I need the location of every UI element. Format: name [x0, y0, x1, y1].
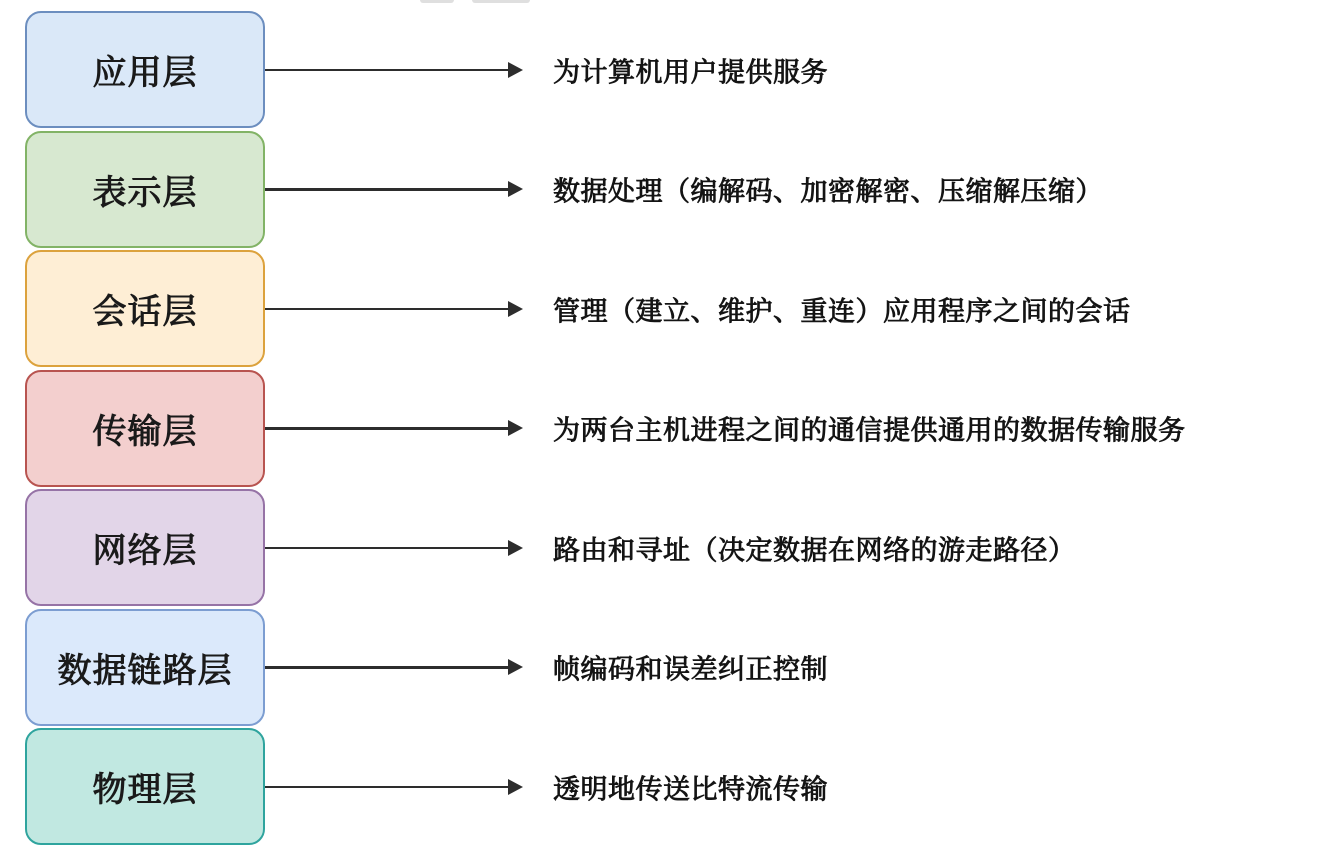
layer-row-physical [0, 727, 1338, 847]
layer-description: 帧编码和误差纠正控制 [553, 654, 828, 686]
arrow-connector [265, 62, 523, 78]
layer-label: 传输层 [92, 411, 198, 452]
arrow-head-icon [508, 181, 523, 197]
cropped-text-artifact [472, 0, 530, 3]
arrow-head-icon [508, 659, 523, 675]
layer-label: 表示层 [92, 172, 198, 213]
layer-description: 路由和寻址（决定数据在网络的游走路径） [553, 535, 1076, 567]
layer-row-application [0, 10, 1338, 130]
layer-box-network [25, 489, 265, 606]
arrow-line [265, 786, 509, 789]
layer-box-transport [25, 370, 265, 487]
arrow-connector [265, 420, 523, 436]
arrow-connector [265, 301, 523, 317]
layer-description: 透明地传送比特流传输 [553, 774, 828, 806]
layer-label: 网络层 [92, 531, 198, 571]
layer-label: 物理层 [92, 770, 198, 810]
layer-label: 数据链路层 [57, 650, 233, 691]
layer-box-presentation [25, 131, 265, 248]
arrow-line [265, 666, 509, 669]
arrow-connector [265, 181, 523, 197]
layer-description: 数据处理（编解码、加密解密、压缩解压缩） [553, 176, 1103, 208]
arrow-line [265, 69, 509, 72]
cropped-text-artifact [420, 0, 454, 3]
arrow-line [265, 308, 509, 311]
layer-row-network [0, 488, 1338, 608]
arrow-head-icon [508, 540, 523, 556]
arrow-line [265, 427, 509, 430]
layer-row-presentation [0, 130, 1338, 250]
arrow-connector [265, 540, 523, 556]
arrow-head-icon [508, 62, 523, 78]
arrow-line [265, 188, 509, 191]
layer-description: 管理（建立、维护、重连）应用程序之间的会话 [553, 296, 1131, 328]
layer-description: 为计算机用户提供服务 [553, 57, 828, 89]
layer-row-datalink [0, 608, 1338, 728]
layer-box-datalink [25, 609, 265, 726]
layer-row-transport [0, 369, 1338, 489]
layer-box-application [25, 11, 265, 128]
layer-rows [0, 10, 1338, 847]
layer-label: 会话层 [92, 292, 198, 332]
layer-box-physical [25, 728, 265, 845]
arrow-connector [265, 779, 523, 795]
arrow-head-icon [508, 420, 523, 436]
layer-description: 为两台主机进程之间的通信提供通用的数据传输服务 [553, 415, 1186, 447]
arrow-connector [265, 659, 523, 675]
arrow-line [265, 547, 509, 550]
arrow-head-icon [508, 779, 523, 795]
layer-box-session [25, 250, 265, 367]
arrow-head-icon [508, 301, 523, 317]
layer-label: 应用层 [92, 53, 198, 93]
layer-row-session [0, 249, 1338, 369]
